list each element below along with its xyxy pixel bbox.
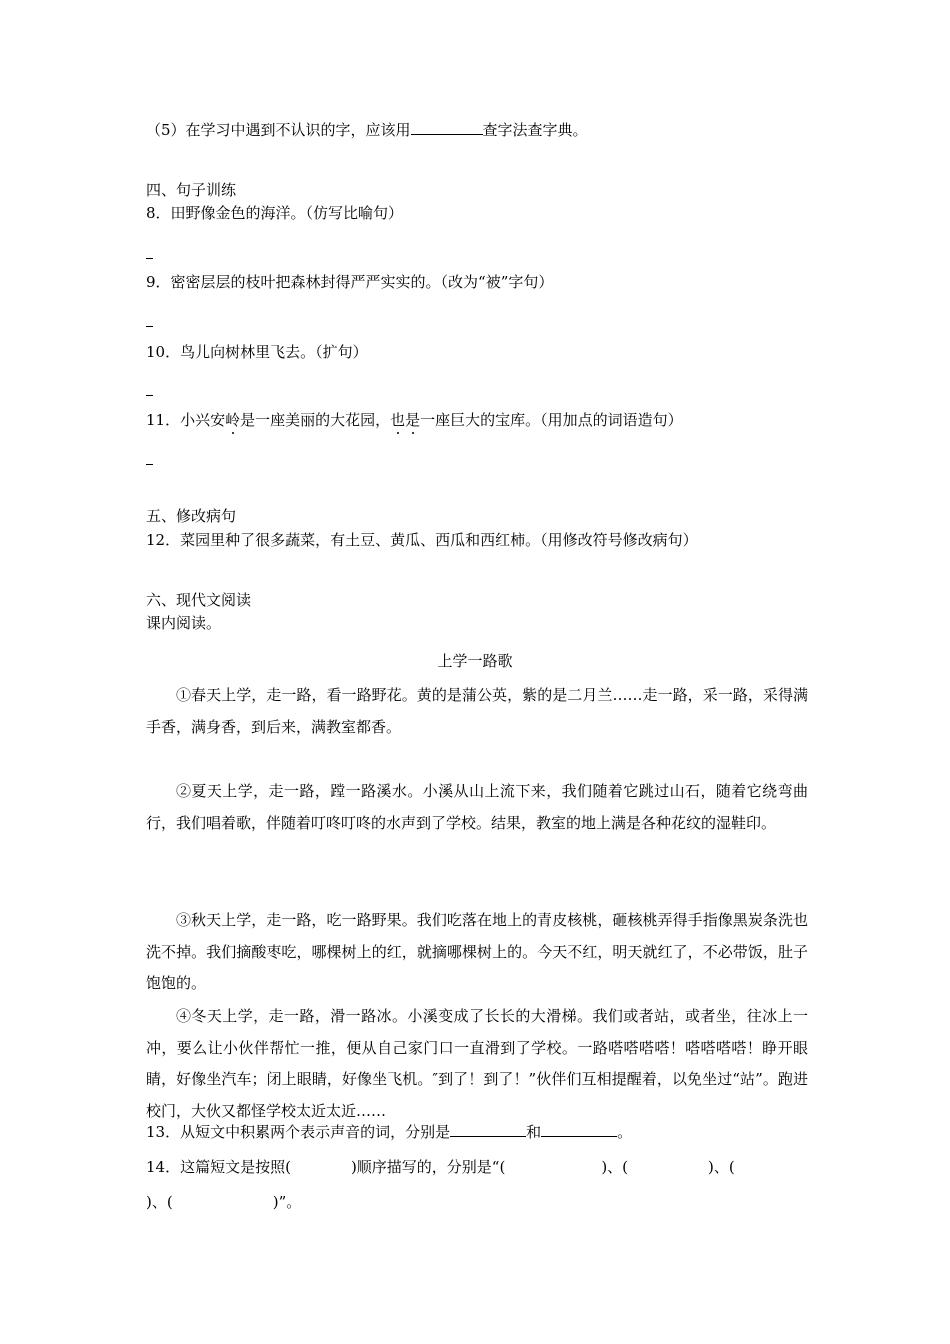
q11-text-2: 是一座美丽的大花园，: [240, 411, 391, 429]
q14-text-f: )”。: [272, 1193, 302, 1211]
q13-text-before: 13．从短文中积累两个表示声音的词，分别是: [146, 1123, 451, 1141]
q11-answer-line[interactable]: [146, 464, 153, 465]
q5-answer-blank[interactable]: [411, 120, 483, 135]
passage-paragraph-3: ③秋天上学，走一路，吃一路野果。我们吃落在地上的青皮核桃，砸核桃弄得手指像黑炭条洗也洗不掉。我们摘酸枣吃，哪棵树上的红，就摘哪棵树上的。今天不红，明天就红了，不必带饭，肚子饱饱的。: [146, 911, 808, 992]
q13-answer-blank-1[interactable]: [450, 1122, 526, 1137]
q14-text-c: )、(: [601, 1158, 629, 1176]
q9-answer-line[interactable]: [146, 326, 153, 327]
q8-answer-line[interactable]: [146, 258, 153, 259]
question-8: 8．田野像金色的海洋。（仿写比喻句）: [146, 204, 404, 222]
q14-text-a: 14．这篇短文是按照(: [146, 1158, 291, 1176]
q11-dotted-char: 也: [390, 411, 406, 429]
passage-paragraph-4: ④冬天上学，走一路，滑一路冰。小溪变成了长长的大滑梯。我们或者站，或者坐，往冰上一冲，要么让小伙伴帮忙一推，便从自己家门口一直滑到了学校。一路嗒嗒嗒嗒！嗒嗒嗒嗒！睁开眼睛，好像坐汽车；闭上眼睛，好像坐飞机。″到了！到了！”伙伴们互相提醒着，以免坐过“站”。跑进校门，大伙又都怪学校太近太近……: [146, 1007, 808, 1120]
q5-text-after: 查字法查字典。: [482, 121, 588, 139]
q11-dotted-char: 岭: [225, 411, 241, 429]
passage-paragraph-1: ①春天上学，走一路，看一路野花。黄的是蒲公英，紫的是二月兰……走一路，采一路，采得满手香，满身香，到后来，满教室都香。: [146, 686, 808, 736]
q14-text-e: )、(: [146, 1193, 173, 1211]
section-6-heading: 六、现代文阅读: [146, 591, 252, 609]
passage-title: 上学一路歌: [437, 652, 513, 670]
passage-paragraph-2: ②夏天上学，走一路，蹚一路溪水。小溪从山上流下来，我们随着它跳过山石，随着它绕弯曲行，我们唱着歌，伴随着叮咚叮咚的水声到了学校。结果，教室的地上满是各种花纹的湿鞋印。: [146, 782, 808, 832]
question-14-line-1: [146, 1157, 735, 1177]
question-13: [146, 1122, 632, 1142]
q14-text-b: )顺序描写的，分别是“(: [350, 1158, 506, 1176]
section-6-subheading: 课内阅读。: [146, 614, 222, 632]
q11-dotted-char: 是: [405, 411, 421, 429]
question-10: 10．鸟儿向树林里飞去。（扩句）: [146, 343, 368, 361]
q10-answer-line[interactable]: [146, 395, 153, 396]
q14-text-d: )、(: [708, 1158, 735, 1176]
question-12: 12．菜园里种了很多蔬菜，有土豆、黄瓜、西瓜和西红柿。（用修改符号修改病句）: [146, 531, 698, 549]
q13-text-mid: 和: [526, 1123, 542, 1141]
question-5: [146, 120, 588, 140]
q5-text-before: （5）在学习中遇到不认识的字，应该用: [146, 121, 411, 139]
q11-text-3: 一座巨大的宝库。（用加点的词语造句）: [420, 411, 683, 429]
question-9: 9．密密层层的枝叶把森林封得严严实实的。（改为“被”字句）: [146, 273, 554, 291]
question-11: [146, 410, 683, 430]
q13-answer-blank-2[interactable]: [541, 1122, 617, 1137]
section-4-heading: 四、句子训练: [146, 181, 237, 199]
question-14-line-2: [146, 1192, 301, 1212]
section-5-heading: 五、修改病句: [146, 507, 237, 525]
q11-text-1: 11．小兴安: [146, 411, 226, 429]
q13-text-after: 。: [617, 1123, 633, 1141]
